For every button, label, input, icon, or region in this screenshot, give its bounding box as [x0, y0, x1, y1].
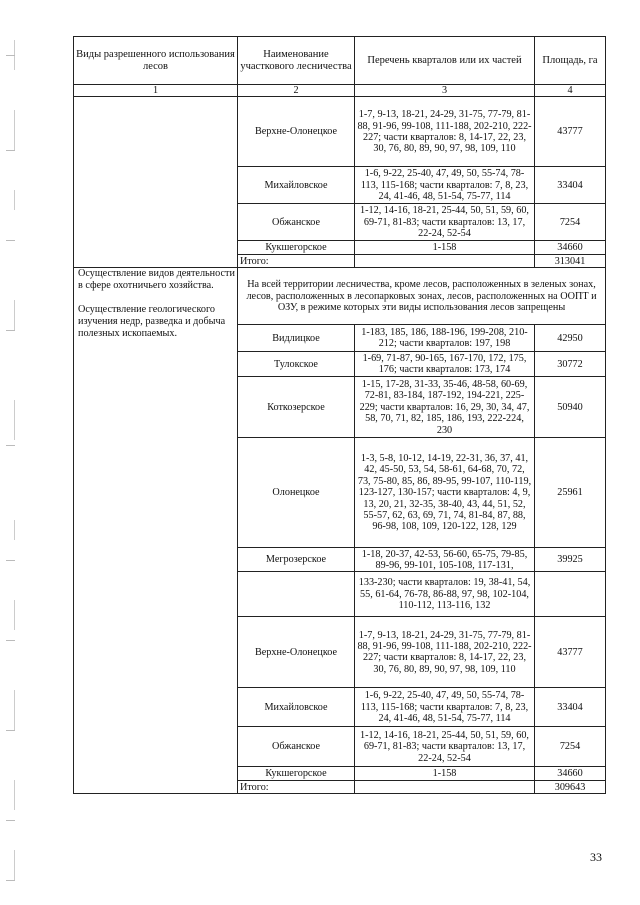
- section2-total-label: Итого:: [238, 781, 355, 794]
- use-geology: Осуществление геологического изучения недр, разведка и добыча полезных ископаемых.: [78, 304, 226, 340]
- section2-note-row: [74, 268, 606, 325]
- use-hunting: Осуществление видов деятельности в сфере охотничьего хозяйства.: [78, 268, 235, 292]
- area-value: 33404: [535, 167, 606, 204]
- area-value: [535, 572, 606, 617]
- district-name: Коткозерское: [238, 377, 355, 438]
- section2-total-empty: [355, 781, 535, 794]
- page-number: 33: [590, 850, 602, 864]
- area-value: 34660: [535, 241, 606, 255]
- area-value: 33404: [535, 688, 606, 727]
- quarters-list: 133-230; части кварталов: 19, 38-41, 54, 55, 61-64, 76-78, 86-88, 97, 98, 102-104, 110-112, 113-116, 132: [355, 572, 535, 617]
- area-value: 25961: [535, 438, 606, 548]
- quarters-list: 1-6, 9-22, 25-40, 47, 49, 50, 55-74, 78-113, 115-168; части кварталов: 7, 8, 23, 24, 41-46, 48, 51-54, 75-77, 114: [355, 688, 535, 727]
- header-area: Площадь, га: [535, 37, 606, 85]
- district-name: Обжанское: [238, 204, 355, 241]
- quarters-list: 1-12, 14-16, 18-21, 25-44, 50, 51, 59, 60, 69-71, 81-83; части кварталов: 13, 17, 22-24, 52-54: [355, 204, 535, 241]
- district-name: Тулокское: [238, 352, 355, 377]
- header-num-2: 2: [238, 85, 355, 97]
- quarters-list: 1-3, 5-8, 10-12, 14-19, 22-31, 36, 37, 41, 42, 45-50, 53, 54, 58-61, 64-68, 70, 72, 73, 75-80, 85, 86, 89-95, 99-107, 110-119, 123-127, 130-157; части кварталов: 4, 9, 13, 20, 21, 32-35, 38-40, 43, 44, 51, 52, 55-57, 62, 63, 69, 71, 74, 81-84, 87, 88, 96-98, 108, 109, 120-122, 128, 129: [355, 438, 535, 548]
- quarters-list: 1-7, 9-13, 18-21, 24-29, 31-75, 77-79, 81-88, 91-96, 99-108, 111-188, 202-210, 222-227; части кварталов: 8, 14-17, 22, 23, 30, 76, 80, 89, 90, 97, 98, 109, 110: [355, 97, 535, 167]
- area-value: 43777: [535, 97, 606, 167]
- district-name: [238, 572, 355, 617]
- district-name: Обжанское: [238, 727, 355, 767]
- header-num-3: 3: [355, 85, 535, 97]
- district-name: Верхне-Олонецкое: [238, 97, 355, 167]
- header-num-1: 1: [74, 85, 238, 97]
- quarters-list: 1-158: [355, 767, 535, 781]
- area-value: 34660: [535, 767, 606, 781]
- area-value: 7254: [535, 204, 606, 241]
- area-value: 42950: [535, 325, 606, 352]
- quarters-list: 1-18, 20-37, 42-53, 56-60, 65-75, 79-85, 89-96, 99-101, 105-108, 117-131,: [355, 548, 535, 572]
- quarters-list: 1-183, 185, 186, 188-196, 199-208, 210-212; части кварталов: 197, 198: [355, 325, 535, 352]
- section2-use-types: [74, 268, 238, 794]
- table-row: [74, 97, 606, 167]
- area-value: 50940: [535, 377, 606, 438]
- district-name: Михайловское: [238, 688, 355, 727]
- district-name: Видлицкое: [238, 325, 355, 352]
- forest-use-table: [73, 36, 606, 794]
- area-value: 30772: [535, 352, 606, 377]
- quarters-list: 1-7, 9-13, 18-21, 24-29, 31-75, 77-79, 81-88, 91-96, 99-108, 111-188, 202-210, 222-227; части кварталов: 8, 14-17, 22, 23, 30, 76, 80, 89, 90, 97, 98, 109, 110: [355, 617, 535, 688]
- quarters-list: 1-12, 14-16, 18-21, 25-44, 50, 51, 59, 60, 69-71, 81-83; части кварталов: 13, 17, 22-24, 52-54: [355, 727, 535, 767]
- header-use-types: Виды разрешенного использования лесов: [74, 37, 238, 85]
- table-body: [74, 37, 606, 794]
- section1-use-types-empty: [74, 97, 238, 268]
- section1-total-area: 313041: [535, 255, 606, 268]
- quarters-list: 1-6, 9-22, 25-40, 47, 49, 50, 55-74, 78-113, 115-168; части кварталов: 7, 8, 23, 24, 41-46, 48, 51-54, 75-77, 114: [355, 167, 535, 204]
- district-name: Олонецкое: [238, 438, 355, 548]
- area-value: 7254: [535, 727, 606, 767]
- area-value: 39925: [535, 548, 606, 572]
- area-value: 43777: [535, 617, 606, 688]
- section1-total-empty: [355, 255, 535, 268]
- quarters-list: 1-158: [355, 241, 535, 255]
- quarters-list: 1-15, 17-28, 31-33, 35-46, 48-58, 60-69, 72-81, 83-184, 187-192, 194-221, 225-229; части кварталов: 16, 29, 30, 34, 47, 58, 70, 71, 82, 185, 186, 193, 222-224, 230: [355, 377, 535, 438]
- header-district-name: Наименование участкового лесничества: [238, 37, 355, 85]
- header-number-row: [74, 85, 606, 97]
- district-name: Михайловское: [238, 167, 355, 204]
- header-row: [74, 37, 606, 85]
- header-quarters-list: Перечень кварталов или их частей: [355, 37, 535, 85]
- district-name: Кукшегорское: [238, 241, 355, 255]
- quarters-list: 1-69, 71-87, 90-165, 167-170, 172, 175, 176; части кварталов: 173, 174: [355, 352, 535, 377]
- section1-total-label: Итого:: [238, 255, 355, 268]
- district-name: Верхне-Олонецкое: [238, 617, 355, 688]
- binding-edge-marks: [6, 0, 16, 905]
- district-name: Мегрозерское: [238, 548, 355, 572]
- district-name: Кукшегорское: [238, 767, 355, 781]
- section2-total-area: 309643: [535, 781, 606, 794]
- section2-note: На всей территории лесничества, кроме лесов, расположенных в зеленых зонах, лесов, расположенных в лесопарковых зонах, лесов, расположенных на ООПТ и ОЗУ, в режиме которых эти виды использования лесов запрещены: [238, 268, 606, 325]
- header-num-4: 4: [535, 85, 606, 97]
